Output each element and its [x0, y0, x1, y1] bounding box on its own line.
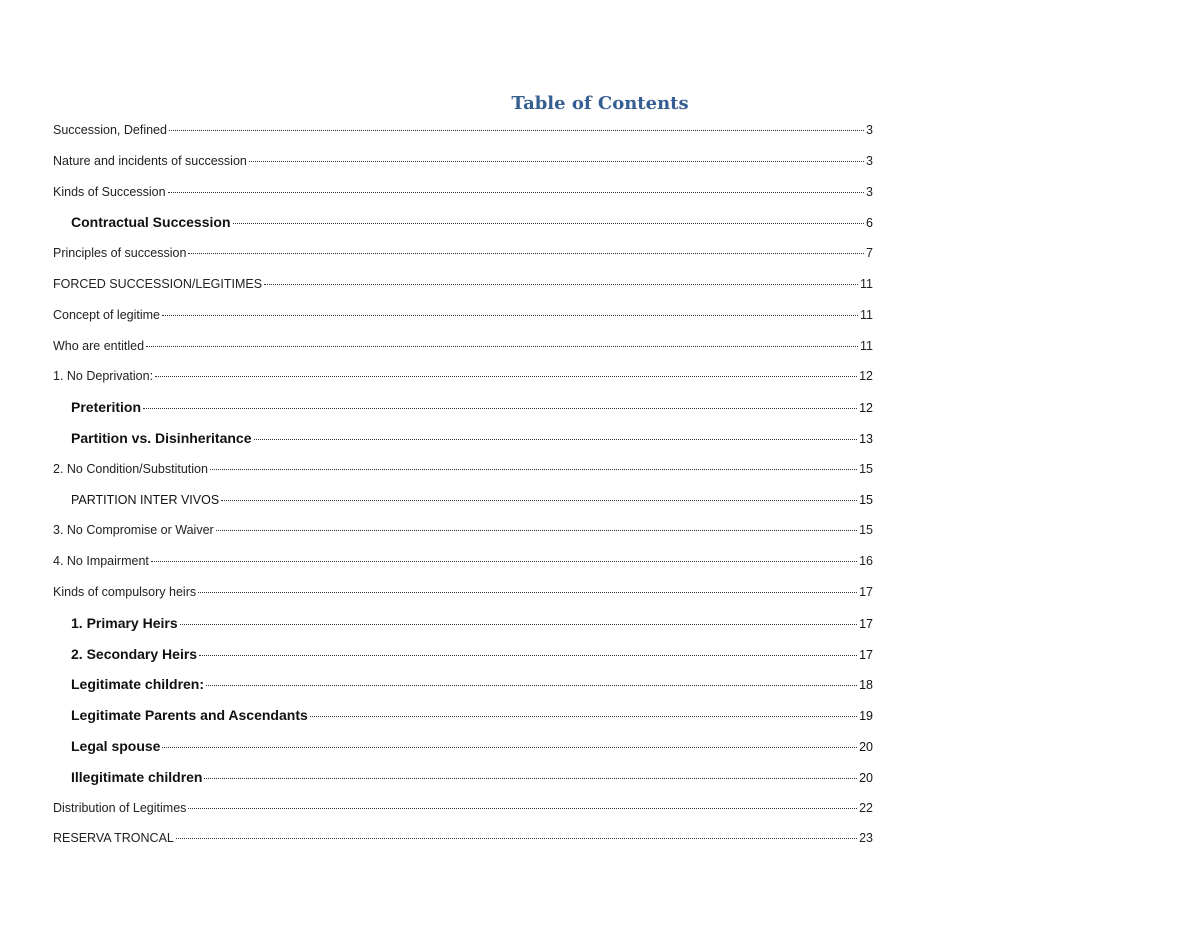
toc-page-number: 15 [859, 461, 873, 476]
toc-entry-title: Partition vs. Disinheritance [71, 429, 252, 446]
toc-page-number: 11 [860, 338, 873, 353]
toc-dot-leader [216, 530, 857, 531]
toc-entry[interactable] [53, 459, 873, 490]
toc-page-number: 12 [859, 401, 873, 416]
toc-page-number: 17 [859, 616, 873, 631]
toc-dot-leader [168, 192, 864, 193]
toc-dot-leader [264, 284, 858, 285]
toc-entry-title: 3. No Compromise or Waiver [53, 523, 214, 538]
toc-entry[interactable] [53, 613, 873, 644]
toc-page-number: 11 [860, 307, 873, 322]
toc-entry[interactable] [53, 490, 873, 521]
toc-entry[interactable] [53, 151, 873, 182]
toc-entry-title: FORCED SUCCESSION/LEGITIMES [53, 276, 263, 291]
toc-page-number: 11 [860, 276, 873, 291]
toc-entry[interactable] [53, 582, 873, 613]
toc-dot-leader [221, 500, 857, 501]
toc-page-number: 6 [866, 216, 873, 231]
toc-entry-title: 4. No Impairment [53, 554, 149, 569]
toc-entry[interactable] [53, 705, 873, 736]
toc-entry[interactable] [53, 551, 873, 582]
toc-dot-leader [254, 439, 858, 440]
toc-entry[interactable] [53, 274, 873, 305]
toc-entry[interactable] [53, 674, 873, 705]
toc-page-number: 15 [859, 523, 873, 538]
toc-dot-leader [162, 747, 857, 748]
toc-entry[interactable] [53, 397, 873, 428]
toc-page-number: 19 [859, 709, 873, 724]
toc-dot-leader [198, 592, 857, 593]
toc-page-number: 7 [866, 246, 873, 261]
toc-entry[interactable] [53, 366, 873, 397]
toc-entry[interactable] [53, 243, 873, 274]
toc-entry-title: 1. No Deprivation: [53, 369, 154, 384]
toc-entry[interactable] [53, 644, 873, 675]
toc-entry[interactable] [53, 305, 873, 336]
toc-dot-leader [188, 253, 864, 254]
toc-entry-title: Legal spouse [71, 737, 161, 754]
toc-page-number: 3 [866, 184, 873, 199]
toc-page-number: 15 [859, 492, 873, 507]
toc-entry[interactable] [53, 336, 873, 367]
toc-dot-leader [204, 778, 857, 779]
toc-entry-title: Nature and incidents of succession [53, 153, 247, 168]
toc-page-number: 3 [866, 153, 873, 168]
toc-page-number: 20 [859, 770, 873, 785]
toc-entry-title: Principles of succession [53, 246, 187, 261]
toc-entry-title: Kinds of Succession [53, 184, 166, 199]
toc-entry-title: 2. Secondary Heirs [71, 645, 198, 662]
toc-entry[interactable] [53, 520, 873, 551]
toc-page-number: 3 [866, 123, 873, 137]
toc-entry-title: 1. Primary Heirs [71, 614, 178, 631]
toc-page-number: 23 [859, 831, 873, 846]
toc-dot-leader [151, 561, 857, 562]
toc-entry[interactable] [53, 767, 873, 798]
toc-entry[interactable] [53, 828, 873, 859]
toc-dot-leader [176, 838, 857, 839]
toc-page-number: 16 [859, 554, 873, 569]
toc-dot-leader [210, 469, 857, 470]
toc-dot-leader [143, 408, 857, 409]
toc-page-number: 18 [859, 678, 873, 693]
toc-page-number: 17 [859, 647, 873, 662]
toc-entry[interactable] [53, 428, 873, 459]
toc-entry[interactable] [53, 120, 873, 151]
toc-entry-title: Distribution of Legitimes [53, 800, 187, 815]
toc-entry-title: RESERVA TRONCAL [53, 831, 174, 846]
toc-page-number: 22 [859, 800, 873, 815]
toc-dot-leader [233, 223, 865, 224]
toc-title: Table of Contents [511, 93, 689, 114]
toc-page-number: 13 [859, 431, 873, 446]
toc-dot-leader [310, 716, 857, 717]
toc-entry-title: PARTITION INTER VIVOS [71, 492, 220, 507]
toc-page-number: 20 [859, 739, 873, 754]
toc-list [53, 120, 873, 859]
toc-dot-leader [169, 130, 864, 131]
toc-entry-title: Who are entitled [53, 338, 145, 353]
toc-entry[interactable] [53, 182, 873, 213]
toc-entry[interactable] [53, 212, 873, 243]
toc-entry-title: Concept of legitime [53, 307, 161, 322]
toc-page-number: 12 [859, 369, 873, 384]
toc-dot-leader [155, 376, 857, 377]
toc-dot-leader [206, 685, 857, 686]
toc-entry[interactable] [53, 736, 873, 767]
toc-entry-title: Preterition [71, 399, 142, 416]
toc-entry-title: Legitimate children: [71, 676, 205, 693]
toc-entry[interactable] [53, 798, 873, 829]
toc-dot-leader [180, 624, 857, 625]
toc-dot-leader [162, 315, 858, 316]
toc-entry-title: Kinds of compulsory heirs [53, 584, 197, 599]
toc-entry-title: Illegitimate children [71, 768, 203, 785]
toc-entry-title: Legitimate Parents and Ascendants [71, 707, 308, 724]
toc-page-number: 17 [859, 584, 873, 599]
toc-dot-leader [199, 655, 857, 656]
toc-entry-title: Succession, Defined [53, 123, 167, 137]
toc-dot-leader [188, 808, 857, 809]
toc-dot-leader [249, 161, 864, 162]
toc-entry-title: 2. No Condition/Substitution [53, 461, 208, 476]
toc-entry-title: Contractual Succession [71, 214, 231, 231]
toc-dot-leader [146, 346, 858, 347]
